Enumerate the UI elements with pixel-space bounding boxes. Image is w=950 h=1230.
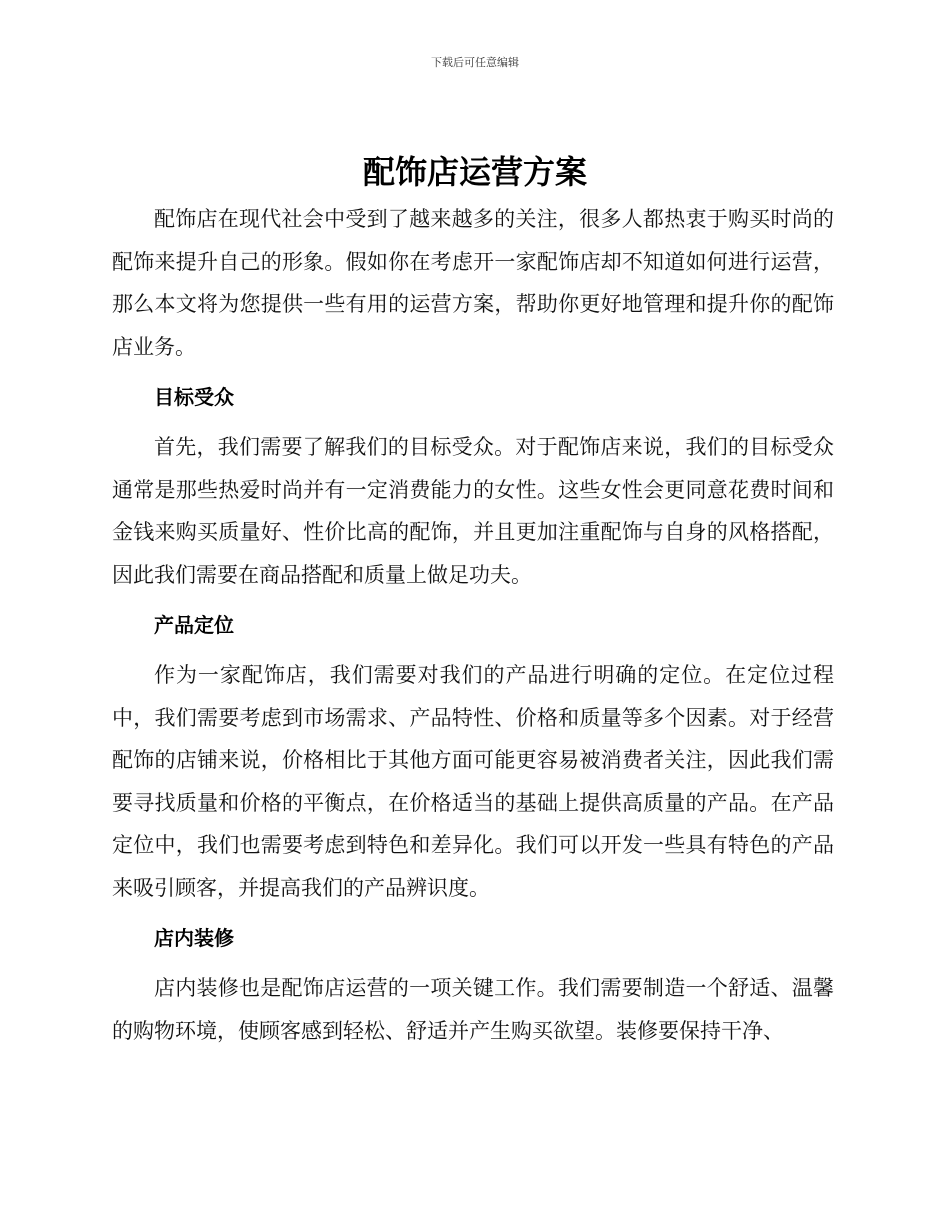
section-heading-target-audience: 目标受众 (154, 385, 234, 409)
section-body-target-audience: 首先，我们需要了解我们的目标受众。对于配饰店来说，我们的目标受众通常是那些热爱时尚并有一定消费能力的女性。这些女性会更同意花费时间和金钱来购买质量好、性价比高的配饰，并且更加注重配饰与自身的风格搭配，因此我们需要在商品搭配和质量上做足功夫。 (112, 435, 834, 587)
section-body-product-positioning: 作为一家配饰店，我们需要对我们的产品进行明确的定位。在定位过程中，我们需要考虑到市场需求、产品特性、价格和质量等多个因素。对于经营配饰的店铺来说，价格相比于其他方面可能更容易被消费者关注，因此我们需要寻找质量和价格的平衡点，在价格适当的基础上提供高质量的产品。在产品定位中，我们也需要考虑到特色和差异化。我们可以开发一些具有特色的产品来吸引顾客，并提高我们的产品辨识度。 (112, 663, 834, 900)
intro-paragraph: 配饰店在现代社会中受到了越来越多的关注，很多人都热衷于购买时尚的配饰来提升自己的形象。假如你在考虑开一家配饰店却不知道如何进行运营，那么本文将为您提供一些有用的运营方案，帮助你更好地管理和提升你的配饰店业务。 (112, 207, 834, 359)
section-body-store-decoration: 店内装修也是配饰店运营的一项关键工作。我们需要制造一个舒适、温馨的购物环境，使顾客感到轻松、舒适并产生购买欲望。装修要保持干净、 (112, 976, 834, 1043)
document-title: 配饰店运营方案 (362, 153, 587, 191)
header-note: 下载后可任意编辑 (431, 56, 519, 69)
section-heading-store-decoration: 店内装修 (154, 926, 234, 950)
section-heading-product-positioning: 产品定位 (154, 613, 234, 637)
document-body (112, 198, 834, 1052)
